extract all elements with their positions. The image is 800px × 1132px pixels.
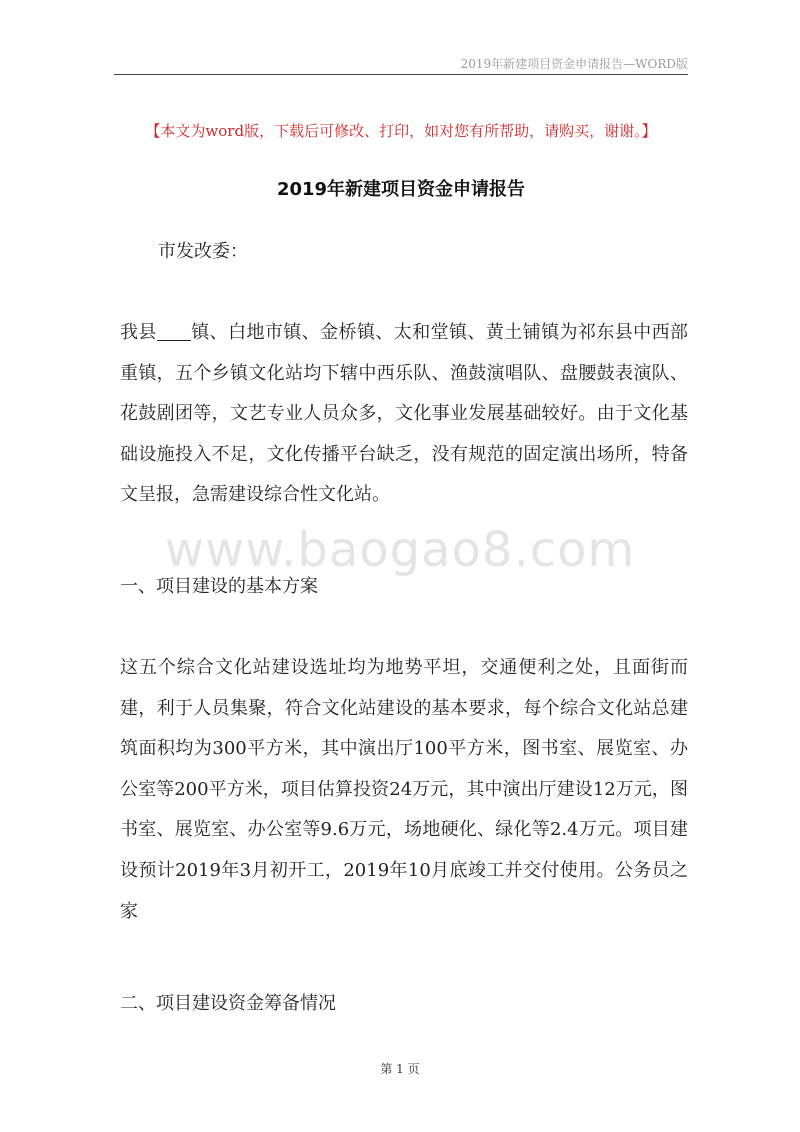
section-heading-1: 一、项目建设的基本方案 xyxy=(120,576,318,597)
header-divider xyxy=(114,74,688,75)
intro-text-start: 我县 xyxy=(120,322,157,343)
watermark: www.baogao8.com xyxy=(164,522,636,578)
salutation: 市发改委： xyxy=(158,241,248,262)
plan-paragraph: 这五个综合文化站建设选址均为地势平坦，交通便利之处，且面街而建，利于人员集聚，符合文化站建设的基本要求，每个综合文化站总建筑面积均为300平方米，其中演出厅100平方米，图书室、展览室、办公室等200平方米，项目估算投资24万元，其中演出厅建设12万元，图书室、展览室、办公室等9.6万元，场地硬化、绿化等2.4万元。项目建设预计2019年3月初开工，2019年10月底竣工并交付使用。公务员之家 xyxy=(120,657,688,922)
section-heading-2: 二、项目建设资金筹备情况 xyxy=(120,993,336,1014)
intro-paragraph xyxy=(120,313,688,516)
page-number: 第 1 页 xyxy=(380,1062,420,1076)
intro-text-rest: 镇、白地市镇、金桥镇、太和堂镇、黄土铺镇为祁东县中西部重镇，五个乡镇文化站均下辖中西乐队、渔鼓演唱队、盘腰鼓表演队、花鼓剧团等，文艺专业人员众多，文化事业发展基础较好。由于文化基础设施投入不足，文化传播平台缺乏，没有规范的固定演出场所，特备文呈报，急需建设综合性文化站。 xyxy=(120,322,688,506)
running-header: 2019年新建项目资金申请报告—WORD版 xyxy=(460,57,688,71)
document-title: 2019年新建项目资金申请报告 xyxy=(276,179,526,200)
blank-underline xyxy=(157,322,191,341)
download-notice: 【本文为word版，下载后可修改、打印，如对您有所帮助，请购买，谢谢。】 xyxy=(145,122,657,140)
